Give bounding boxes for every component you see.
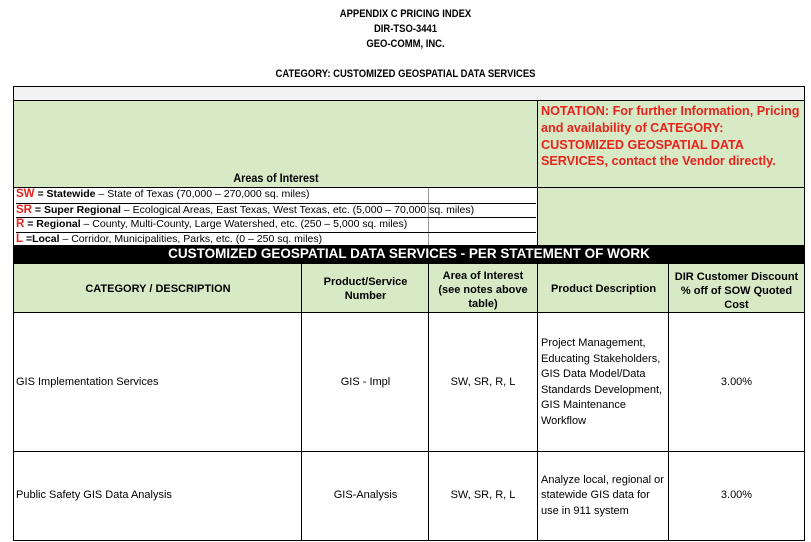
legend-separator: = <box>24 218 37 230</box>
legend-code: L <box>16 232 24 245</box>
legend-name: Local <box>32 232 60 245</box>
section-title: CUSTOMIZED GEOSPATIAL DATA SERVICES - PER STATEMENT OF WORK <box>13 245 805 263</box>
legend-description: – State of Texas (70,000 – 270,000 sq. miles) <box>95 188 310 200</box>
cell-text: Project Management, Educating Stakeholders, GIS Data Model/Data Standards Development, GIS Maintenance Workflow <box>541 337 663 427</box>
row-2-product-number-cell <box>301 451 429 541</box>
row-2-discount-cell <box>668 451 805 541</box>
legend-description: – Ecological Areas, East Texas, West Texas, etc. (5,000 – 70,000 sq. miles) <box>120 203 475 216</box>
row-2-description-cell <box>537 451 669 541</box>
notation-text: NOTATION: For further Information, Pricing and availability of CATEGORY: CUSTOMIZED GEOSPATIAL DATA SERVICES, contact the Vendor directly. <box>541 104 800 169</box>
cell-text: GIS Implementation Services <box>16 375 159 388</box>
table-spacer-row <box>13 86 805 101</box>
legend-name: Statewide <box>46 188 96 200</box>
row-1-description-cell <box>537 312 669 452</box>
cell-text: 3.00% <box>720 489 753 502</box>
cell-text: 3.00% <box>720 375 753 388</box>
legend-description: – County, Multi-County, Large Watershed, etc. (250 – 5,000 sq. miles) <box>80 218 408 230</box>
category-title: CATEGORY: CUSTOMIZED GEOSPATIAL DATA SERVICES <box>275 68 536 80</box>
cell-text: SW, SR, R, L <box>450 375 516 388</box>
row-1-category-cell <box>13 312 302 452</box>
cell-text: GIS-Analysis <box>333 489 398 502</box>
appendix-title: APPENDIX C PRICING INDEX <box>339 8 472 20</box>
row-1-discount-cell <box>668 312 805 452</box>
legend-code: R <box>16 218 25 230</box>
row-2-area-cell <box>428 451 537 541</box>
legend-side-cell <box>537 187 805 246</box>
col-header-description: Product Description <box>537 263 669 313</box>
legend-item <box>16 217 536 232</box>
areas-title: Areas of Interest <box>233 171 319 185</box>
legend-item <box>16 203 536 218</box>
vendor-name: GEO-COMM, INC. <box>366 38 445 50</box>
col-header-product-number: Product/Service Number <box>301 263 429 313</box>
legend-description: – Corridor, Municipalities, Parks, etc. (0 – 250 sq. miles) <box>59 232 323 245</box>
row-2-category-cell <box>13 451 302 541</box>
legend-code: SR <box>16 203 32 216</box>
contract-number: DIR-TSO-3441 <box>373 23 438 35</box>
legend-name: Regional <box>36 218 81 230</box>
legend-separator: = <box>31 203 44 216</box>
notation-cell <box>537 100 805 188</box>
cell-text: SW, SR, R, L <box>450 489 516 502</box>
areas-header-cell <box>13 100 538 188</box>
col-header-category: CATEGORY / DESCRIPTION <box>13 263 302 313</box>
pricing-table <box>13 86 805 541</box>
cell-text: Public Safety GIS Data Analysis <box>16 489 172 502</box>
legend-separator: = <box>23 232 33 245</box>
cell-text: Analyze local, regional or statewide GIS data for use in 911 system <box>541 473 664 517</box>
row-1-area-cell <box>428 312 537 452</box>
legend-separator: = <box>34 188 47 200</box>
areas-legend <box>13 187 538 246</box>
legend-item <box>16 188 536 202</box>
legend-code: SW <box>16 188 35 200</box>
row-1-product-number-cell <box>301 312 429 452</box>
legend-name: Super Regional <box>43 203 121 216</box>
cell-text: GIS - Impl <box>340 375 391 388</box>
col-header-area: Area of Interest (see notes above table) <box>428 263 537 313</box>
col-header-discount: DIR Customer Discount % off of SOW Quoted Cost <box>668 263 805 313</box>
